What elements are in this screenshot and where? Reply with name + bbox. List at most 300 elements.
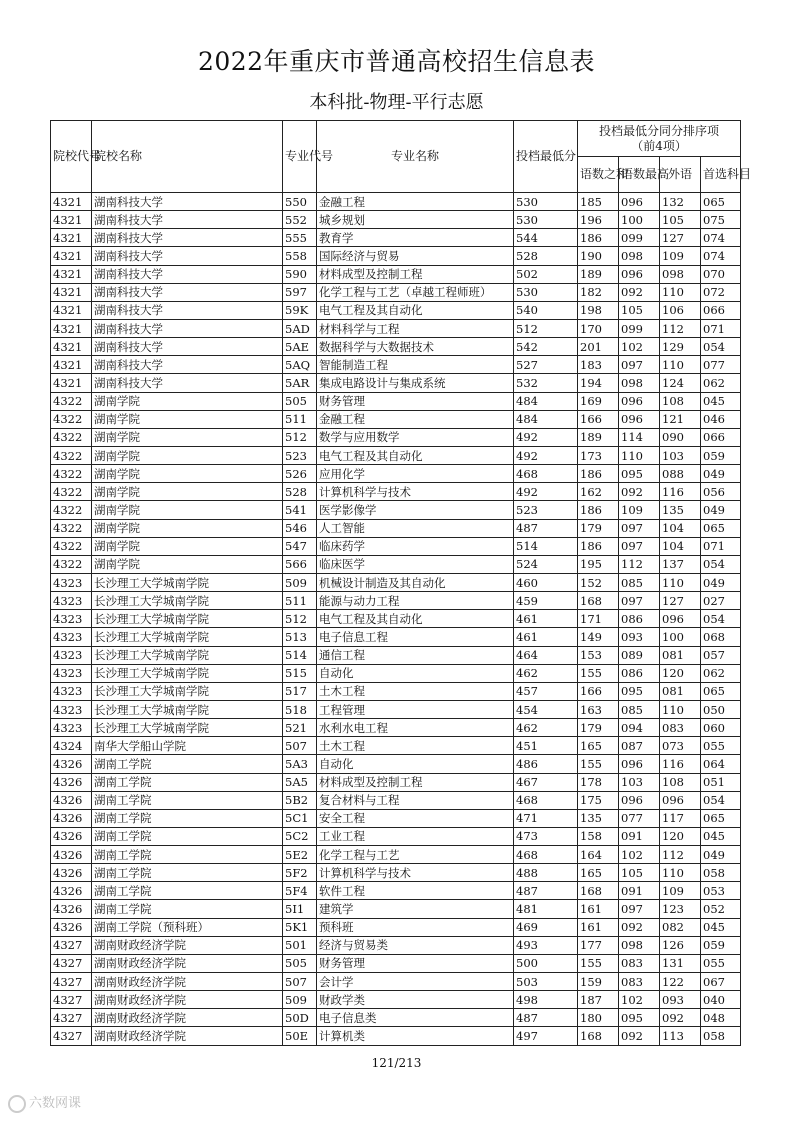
cell-chinese-math-max: 096 [619,392,660,410]
cell-school-code: 4322 [51,428,92,446]
cell-major-name: 计算机类 [317,1027,514,1045]
cell-major-name: 财务管理 [317,392,514,410]
cell-foreign-lang: 098 [660,265,701,283]
cell-major-name: 安全工程 [317,809,514,827]
cell-major-code: 5E2 [283,846,317,864]
cell-school-name: 湖南学院 [92,428,283,446]
cell-major-code: 512 [283,428,317,446]
cell-chinese-math-max: 083 [619,973,660,991]
cell-first-subject: 062 [701,374,741,392]
table-row [51,428,741,446]
cell-school-code: 4323 [51,682,92,700]
cell-major-name: 自动化 [317,664,514,682]
cell-chinese-math-max: 085 [619,700,660,718]
table-row [51,846,741,864]
cell-school-code: 4322 [51,483,92,501]
cell-foreign-lang: 093 [660,991,701,1009]
cell-school-code: 4323 [51,610,92,628]
admission-table [50,120,752,1046]
cell-first-subject: 058 [701,864,741,882]
cell-chinese-math-max: 097 [619,519,660,537]
cell-major-name: 智能制造工程 [317,356,514,374]
cell-first-subject: 045 [701,827,741,845]
cell-major-name: 机械设计制造及其自动化 [317,573,514,591]
cell-foreign-lang: 110 [660,283,701,301]
cell-foreign-lang: 081 [660,646,701,664]
cell-min-score: 530 [514,193,578,211]
cell-school-name: 湖南工学院 [92,791,283,809]
cell-school-code: 4327 [51,1027,92,1045]
cell-chinese-math-max: 112 [619,555,660,573]
cell-major-name: 复合材料与工程 [317,791,514,809]
cell-foreign-lang: 105 [660,211,701,229]
cell-foreign-lang: 083 [660,719,701,737]
cell-first-subject: 071 [701,537,741,555]
header-major-code: 专业代号 [283,121,317,193]
cell-major-name: 材料成型及控制工程 [317,265,514,283]
cell-chinese-math-max: 092 [619,283,660,301]
cell-min-score: 461 [514,628,578,646]
cell-school-code: 4322 [51,410,92,428]
cell-school-name: 长沙理工大学城南学院 [92,682,283,700]
cell-min-score: 451 [514,737,578,755]
cell-chinese-math-max: 095 [619,682,660,700]
cell-school-code: 4327 [51,1009,92,1027]
cell-foreign-lang: 127 [660,592,701,610]
cell-foreign-lang: 121 [660,410,701,428]
cell-school-name: 湖南工学院 [92,773,283,791]
cell-school-code: 4321 [51,193,92,211]
cell-chinese-math-max: 083 [619,954,660,972]
cell-major-code: 518 [283,700,317,718]
header-tie-break [578,121,741,157]
cell-school-code: 4323 [51,646,92,664]
cell-first-subject: 040 [701,991,741,1009]
cell-foreign-lang: 112 [660,319,701,337]
table-row [51,592,741,610]
cell-school-code: 4322 [51,519,92,537]
cell-chinese-math-sum: 149 [578,628,619,646]
cell-foreign-lang: 120 [660,827,701,845]
cell-school-name: 湖南学院 [92,465,283,483]
cell-first-subject: 054 [701,338,741,356]
cell-major-name: 建筑学 [317,900,514,918]
cell-chinese-math-sum: 161 [578,900,619,918]
cell-first-subject: 056 [701,483,741,501]
cell-school-name: 湖南工学院 [92,827,283,845]
cell-chinese-math-sum: 186 [578,229,619,247]
cell-major-code: 515 [283,664,317,682]
cell-chinese-math-sum: 153 [578,646,619,664]
cell-foreign-lang: 129 [660,338,701,356]
cell-school-name: 湖南财政经济学院 [92,1027,283,1045]
watermark [8,1092,81,1113]
cell-school-name: 湖南工学院 [92,809,283,827]
cell-first-subject: 054 [701,555,741,573]
cell-first-subject: 064 [701,755,741,773]
cell-school-code: 4326 [51,864,92,882]
cell-first-subject: 046 [701,410,741,428]
table-row [51,755,741,773]
cell-min-score: 468 [514,846,578,864]
cell-school-name: 湖南科技大学 [92,247,283,265]
cell-school-name: 湖南财政经济学院 [92,1009,283,1027]
cell-major-code: 5C2 [283,827,317,845]
cell-school-name: 湖南工学院 [92,864,283,882]
cell-min-score: 528 [514,247,578,265]
cell-first-subject: 051 [701,773,741,791]
cell-school-code: 4326 [51,791,92,809]
cell-first-subject: 027 [701,592,741,610]
table-row [51,283,741,301]
cell-foreign-lang: 135 [660,501,701,519]
cell-chinese-math-max: 093 [619,628,660,646]
cell-chinese-math-max: 087 [619,737,660,755]
cell-foreign-lang: 088 [660,465,701,483]
cell-school-code: 4322 [51,555,92,573]
cell-foreign-lang: 096 [660,791,701,809]
cell-major-name: 化学工程与工艺（卓越工程师班） [317,283,514,301]
cell-major-code: 511 [283,410,317,428]
cell-school-code: 4321 [51,265,92,283]
cell-major-code: 5AQ [283,356,317,374]
cell-first-subject: 065 [701,682,741,700]
table-row [51,555,741,573]
cell-chinese-math-sum: 179 [578,519,619,537]
table-row [51,610,741,628]
cell-first-subject: 048 [701,1009,741,1027]
cell-chinese-math-sum: 179 [578,719,619,737]
cell-school-code: 4323 [51,664,92,682]
table-row [51,265,741,283]
cell-major-name: 软件工程 [317,882,514,900]
cell-min-score: 497 [514,1027,578,1045]
cell-school-name: 湖南工学院（预科班） [92,918,283,936]
cell-school-code: 4323 [51,700,92,718]
header-tie-break-note: （前4项） [631,138,687,153]
cell-major-code: 509 [283,991,317,1009]
cell-chinese-math-max: 092 [619,918,660,936]
cell-first-subject: 059 [701,936,741,954]
page-title: 2022年重庆市普通高校招生信息表 [197,47,596,76]
cell-school-name: 湖南学院 [92,392,283,410]
table-row [51,410,741,428]
cell-foreign-lang: 122 [660,973,701,991]
cell-first-subject: 045 [701,392,741,410]
cell-min-score: 544 [514,229,578,247]
cell-foreign-lang: 110 [660,573,701,591]
cell-chinese-math-sum: 189 [578,265,619,283]
cell-major-code: 523 [283,446,317,464]
cell-major-code: 507 [283,973,317,991]
cell-chinese-math-max: 092 [619,1027,660,1045]
cell-chinese-math-sum: 168 [578,1027,619,1045]
cell-foreign-lang: 123 [660,900,701,918]
cell-first-subject: 060 [701,719,741,737]
cell-chinese-math-sum: 175 [578,791,619,809]
table-row [51,791,741,809]
cell-major-name: 计算机科学与技术 [317,864,514,882]
cell-chinese-math-max: 103 [619,773,660,791]
cell-major-name: 教育学 [317,229,514,247]
cell-school-name: 湖南科技大学 [92,319,283,337]
cell-chinese-math-sum: 183 [578,356,619,374]
cell-major-code: 505 [283,392,317,410]
cell-foreign-lang: 106 [660,301,701,319]
cell-chinese-math-max: 098 [619,374,660,392]
cell-chinese-math-max: 096 [619,410,660,428]
cell-chinese-math-sum: 201 [578,338,619,356]
table-row [51,809,741,827]
cell-foreign-lang: 100 [660,628,701,646]
cell-first-subject: 068 [701,628,741,646]
cell-first-subject: 045 [701,918,741,936]
cell-chinese-math-max: 095 [619,1009,660,1027]
cell-min-score: 457 [514,682,578,700]
cell-school-code: 4326 [51,846,92,864]
cell-major-name: 电气工程及其自动化 [317,301,514,319]
cell-min-score: 469 [514,918,578,936]
cell-chinese-math-sum: 170 [578,319,619,337]
cell-foreign-lang: 090 [660,428,701,446]
cell-min-score: 486 [514,755,578,773]
cell-first-subject: 054 [701,610,741,628]
cell-foreign-lang: 082 [660,918,701,936]
cell-foreign-lang: 110 [660,356,701,374]
cell-school-code: 4321 [51,301,92,319]
cell-major-code: 550 [283,193,317,211]
cell-chinese-math-sum: 187 [578,991,619,1009]
cell-foreign-lang: 132 [660,193,701,211]
cell-chinese-math-sum: 166 [578,682,619,700]
table-row [51,537,741,555]
cell-first-subject: 052 [701,900,741,918]
cell-chinese-math-sum: 169 [578,392,619,410]
cell-chinese-math-max: 094 [619,719,660,737]
cell-min-score: 530 [514,211,578,229]
cell-major-code: 5C1 [283,809,317,827]
cell-school-code: 4327 [51,936,92,954]
cell-chinese-math-max: 097 [619,592,660,610]
cell-chinese-math-max: 098 [619,247,660,265]
cell-chinese-math-sum: 155 [578,664,619,682]
cell-school-code: 4321 [51,247,92,265]
header-school-code: 院校代号 [51,121,92,193]
cell-chinese-math-sum: 165 [578,864,619,882]
cell-foreign-lang: 108 [660,773,701,791]
cell-major-code: 558 [283,247,317,265]
cell-school-code: 4323 [51,592,92,610]
cell-school-name: 长沙理工大学城南学院 [92,646,283,664]
cell-major-code: 50E [283,1027,317,1045]
cell-school-name: 长沙理工大学城南学院 [92,719,283,737]
cell-chinese-math-max: 085 [619,573,660,591]
cell-foreign-lang: 131 [660,954,701,972]
cell-chinese-math-sum: 162 [578,483,619,501]
cell-chinese-math-sum: 164 [578,846,619,864]
cell-foreign-lang: 108 [660,392,701,410]
cell-school-code: 4322 [51,537,92,555]
cell-first-subject: 049 [701,465,741,483]
cell-foreign-lang: 092 [660,1009,701,1027]
cell-chinese-math-max: 096 [619,193,660,211]
cell-school-code: 4321 [51,229,92,247]
cell-chinese-math-sum: 163 [578,700,619,718]
cell-school-name: 湖南学院 [92,519,283,537]
table-row [51,483,741,501]
cell-min-score: 484 [514,392,578,410]
cell-first-subject: 053 [701,882,741,900]
cell-school-name: 湖南科技大学 [92,229,283,247]
cell-min-score: 460 [514,573,578,591]
table-row [51,338,741,356]
cell-foreign-lang: 110 [660,700,701,718]
cell-school-code: 4326 [51,827,92,845]
cell-chinese-math-sum: 165 [578,737,619,755]
cell-chinese-math-max: 091 [619,827,660,845]
cell-first-subject: 067 [701,973,741,991]
cell-major-code: 5I1 [283,900,317,918]
cell-chinese-math-sum: 185 [578,193,619,211]
cell-school-name: 长沙理工大学城南学院 [92,628,283,646]
cell-chinese-math-sum: 178 [578,773,619,791]
cell-major-code: 5F4 [283,882,317,900]
cell-foreign-lang: 096 [660,610,701,628]
cell-major-name: 电气工程及其自动化 [317,446,514,464]
cell-school-code: 4321 [51,356,92,374]
cell-major-code: 5A3 [283,755,317,773]
page-subtitle: 本科批-物理-平行志愿 [309,92,484,113]
cell-min-score: 527 [514,356,578,374]
cell-major-name: 金融工程 [317,410,514,428]
cell-major-name: 材料科学与工程 [317,319,514,337]
cell-first-subject: 074 [701,247,741,265]
cell-school-name: 湖南科技大学 [92,374,283,392]
cell-major-code: 512 [283,610,317,628]
cell-min-score: 488 [514,864,578,882]
table-row [51,646,741,664]
cell-school-name: 湖南学院 [92,483,283,501]
cell-min-score: 467 [514,773,578,791]
header-first-subject: 首选科目 [701,157,741,193]
cell-chinese-math-sum: 190 [578,247,619,265]
cell-school-code: 4321 [51,319,92,337]
cell-major-name: 材料成型及控制工程 [317,773,514,791]
cell-school-code: 4322 [51,446,92,464]
cell-foreign-lang: 117 [660,809,701,827]
cell-first-subject: 057 [701,646,741,664]
cell-major-code: 552 [283,211,317,229]
cell-chinese-math-max: 099 [619,229,660,247]
cell-major-name: 通信工程 [317,646,514,664]
cell-major-code: 5A5 [283,773,317,791]
cell-min-score: 484 [514,410,578,428]
cell-major-code: 511 [283,592,317,610]
table-body [51,193,741,1046]
table-row [51,519,741,537]
cell-first-subject: 058 [701,1027,741,1045]
cell-chinese-math-max: 102 [619,991,660,1009]
cell-chinese-math-max: 089 [619,646,660,664]
cell-major-code: 5AR [283,374,317,392]
table-row [51,700,741,718]
cell-major-name: 临床医学 [317,555,514,573]
cell-major-name: 水利水电工程 [317,719,514,737]
cell-chinese-math-sum: 168 [578,592,619,610]
cell-school-code: 4323 [51,628,92,646]
cell-chinese-math-max: 102 [619,846,660,864]
cell-chinese-math-sum: 194 [578,374,619,392]
cell-major-code: 50D [283,1009,317,1027]
cell-major-code: 521 [283,719,317,737]
cell-min-score: 462 [514,719,578,737]
table-row [51,664,741,682]
table-row [51,991,741,1009]
cell-chinese-math-sum: 177 [578,936,619,954]
cell-major-code: 509 [283,573,317,591]
table-row [51,918,741,936]
cell-major-name: 国际经济与贸易 [317,247,514,265]
table-row [51,628,741,646]
cell-major-code: 513 [283,628,317,646]
cell-chinese-math-max: 102 [619,338,660,356]
cell-major-code: 505 [283,954,317,972]
table-row [51,954,741,972]
watermark-text: 六数网课 [29,1096,82,1111]
cell-chinese-math-max: 096 [619,265,660,283]
table-row [51,1027,741,1045]
table-row [51,319,741,337]
cell-min-score: 542 [514,338,578,356]
cell-chinese-math-max: 109 [619,501,660,519]
cell-chinese-math-sum: 198 [578,301,619,319]
header-min-score: 投档最低分 [514,121,578,193]
cell-major-name: 城乡规划 [317,211,514,229]
cell-foreign-lang: 137 [660,555,701,573]
table-row [51,229,741,247]
cell-first-subject: 050 [701,700,741,718]
cell-school-name: 南华大学船山学院 [92,737,283,755]
cell-foreign-lang: 126 [660,936,701,954]
cell-major-name: 人工智能 [317,519,514,537]
cell-chinese-math-sum: 168 [578,882,619,900]
cell-major-code: 514 [283,646,317,664]
table-row [51,193,741,211]
cell-major-code: 517 [283,682,317,700]
cell-foreign-lang: 109 [660,247,701,265]
cell-major-name: 财政学类 [317,991,514,1009]
table-row [51,374,741,392]
cell-school-code: 4323 [51,573,92,591]
cell-foreign-lang: 104 [660,537,701,555]
cell-min-score: 532 [514,374,578,392]
cell-major-code: 501 [283,936,317,954]
cell-major-name: 医学影像学 [317,501,514,519]
cell-chinese-math-max: 097 [619,900,660,918]
cell-chinese-math-sum: 189 [578,428,619,446]
cell-school-code: 4324 [51,737,92,755]
table-row [51,573,741,591]
cell-major-name: 化学工程与工艺 [317,846,514,864]
cell-school-name: 湖南科技大学 [92,193,283,211]
table-row [51,737,741,755]
cell-min-score: 487 [514,882,578,900]
cell-school-name: 长沙理工大学城南学院 [92,610,283,628]
cell-major-name: 自动化 [317,755,514,773]
cell-chinese-math-sum: 161 [578,918,619,936]
cell-major-name: 财务管理 [317,954,514,972]
cell-school-code: 4327 [51,973,92,991]
